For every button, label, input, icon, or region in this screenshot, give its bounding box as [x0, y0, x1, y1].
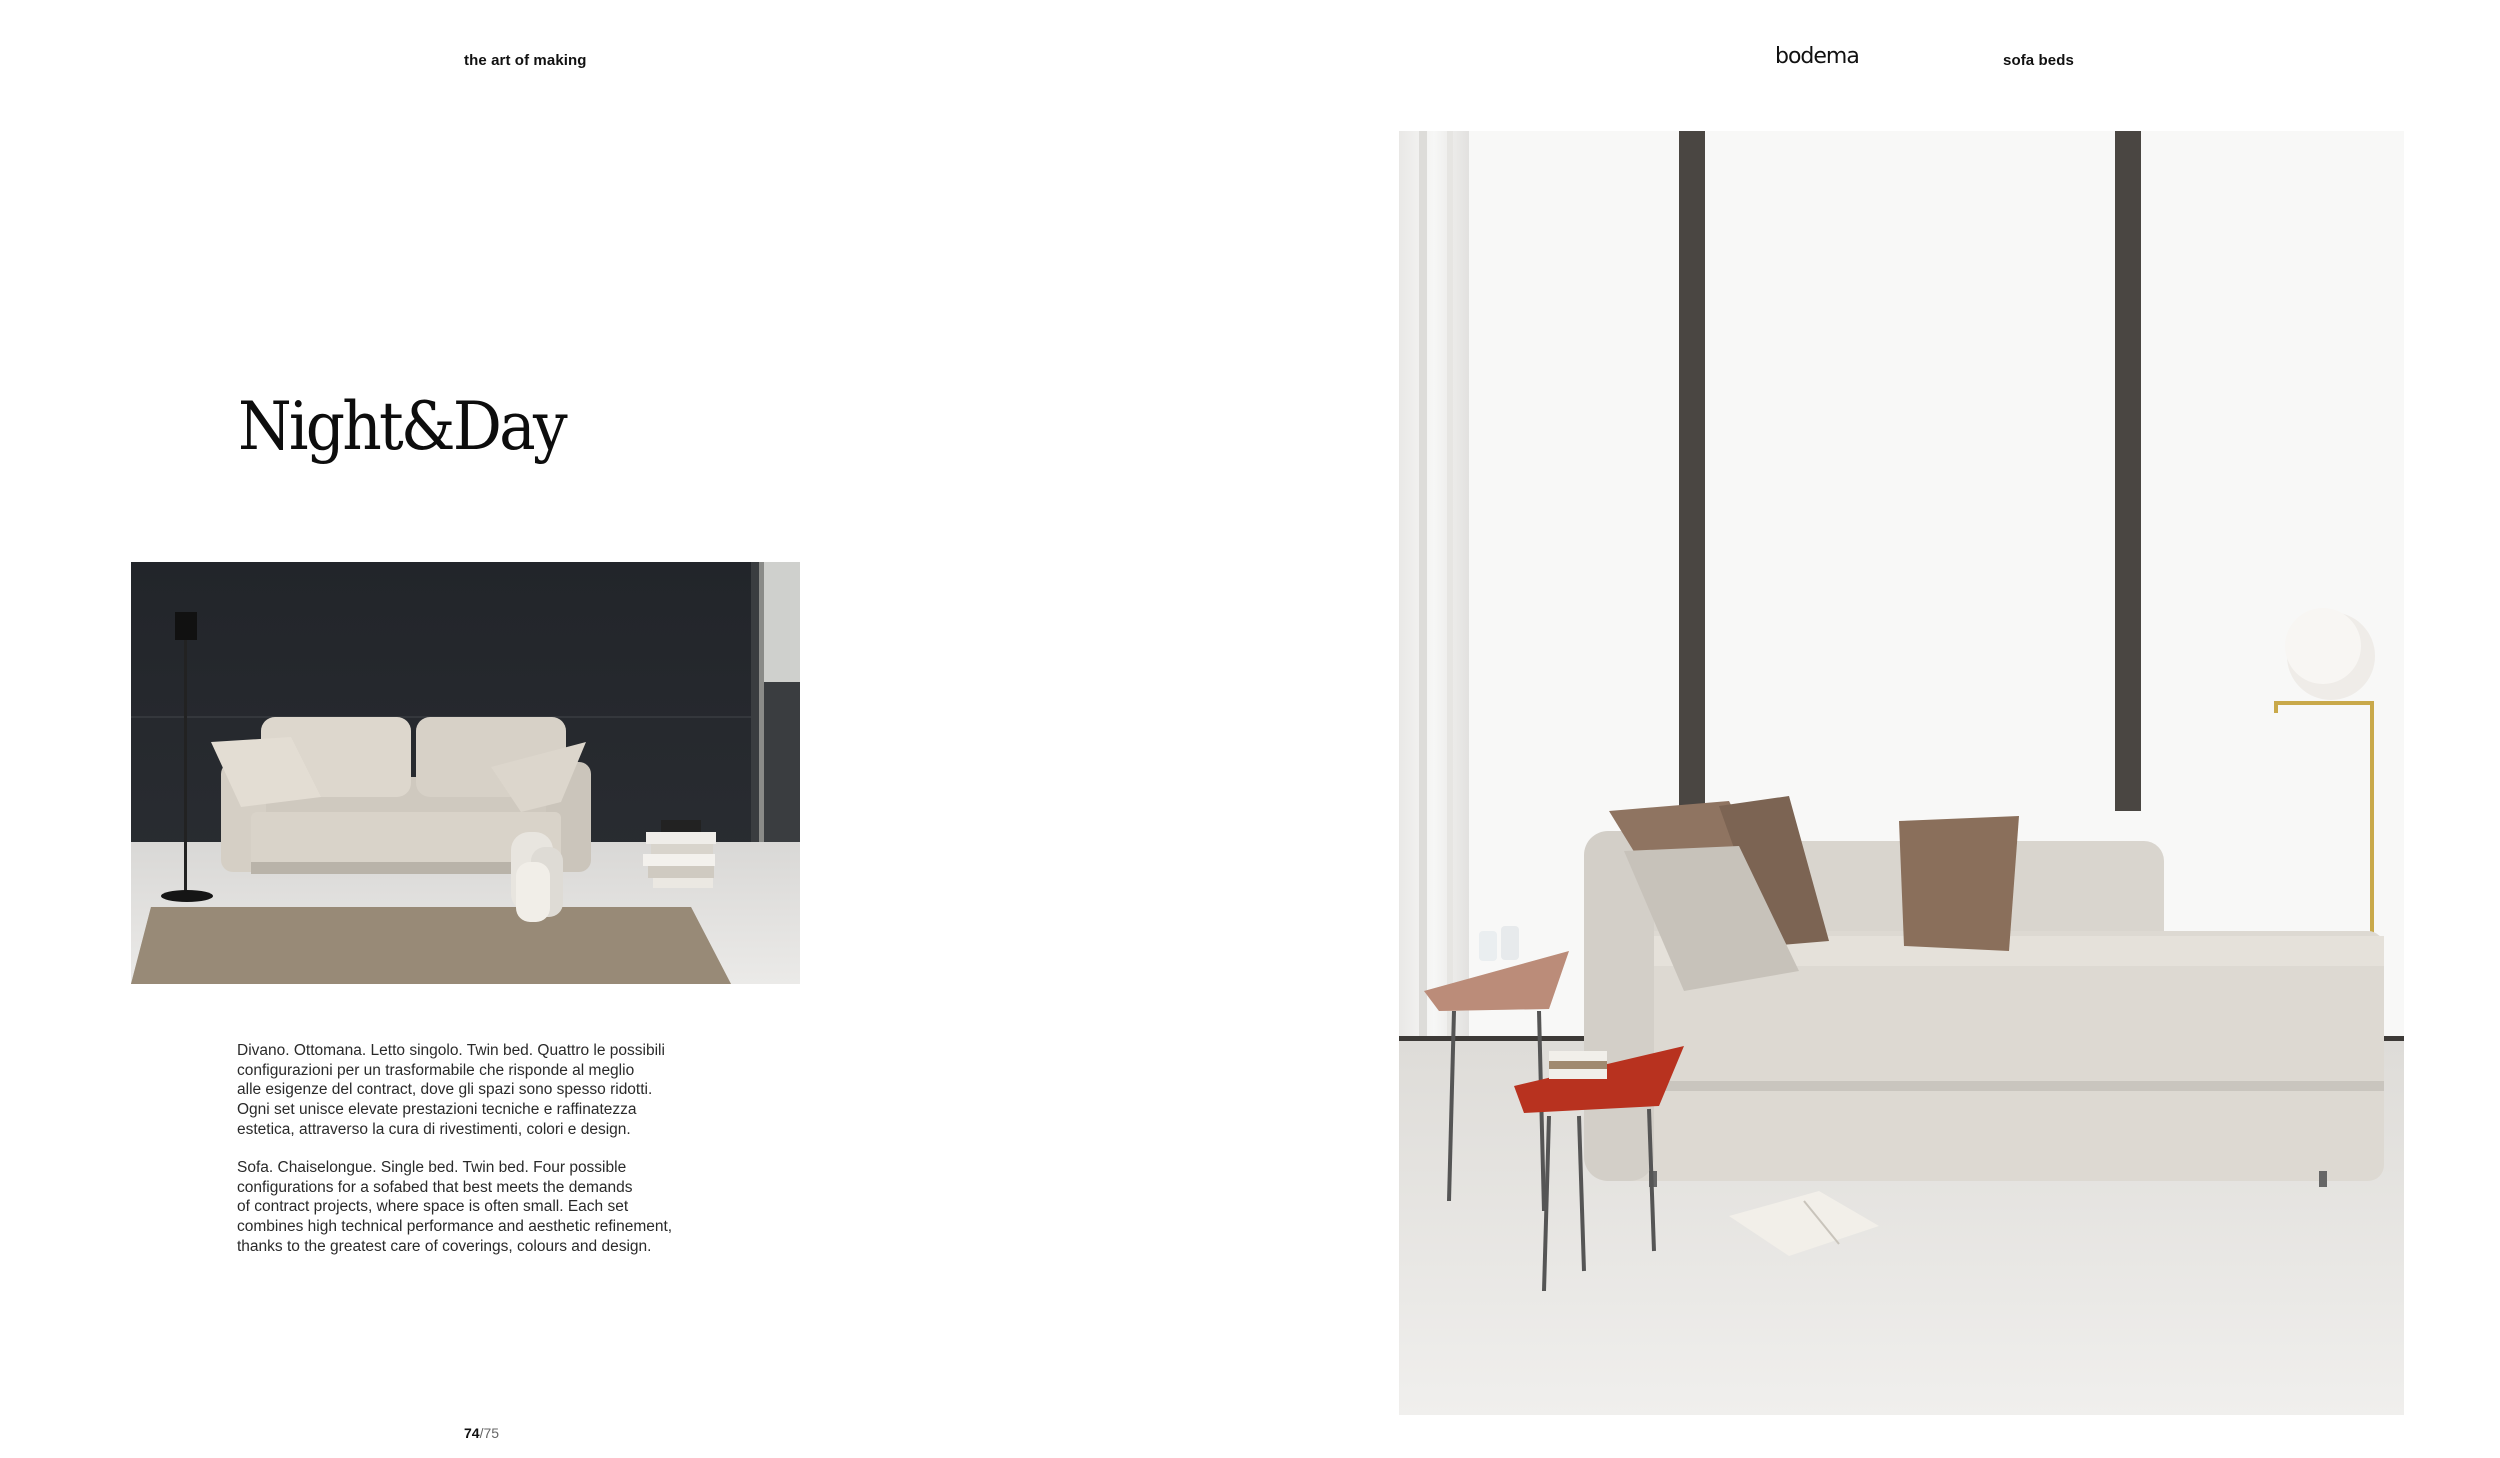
english-line: combines high technical performance and aesthetic refinement,: [237, 1218, 673, 1236]
italian-line: configurazioni per un trasformabile che risponde al meglio: [237, 1061, 635, 1079]
english-line: configurations for a sofabed that best meets the demands: [237, 1178, 633, 1196]
italian-line: estetica, attraverso la cura di rivestimenti, colori e design.: [237, 1120, 631, 1138]
italian-line: Divano. Ottomana. Letto singolo. Twin bed. Quattro le possibili: [237, 1042, 665, 1059]
description-italian: [237, 1041, 707, 1140]
italian-line: alle esigenze del contract, dove gli spazi sono spesso ridotti.: [237, 1081, 653, 1099]
total-pages: /75: [479, 1425, 500, 1441]
header-section-label: sofa beds: [2003, 52, 2074, 69]
english-line: of contract projects, where space is often small. Each set: [237, 1198, 629, 1216]
sofa-dark-room-photo: [131, 562, 800, 984]
product-title: Night&Day: [238, 388, 565, 465]
english-line: Sofa. Chaiselongue. Single bed. Twin bed. Four possible: [237, 1159, 627, 1176]
italian-line: Ogni set unisce elevate prestazioni tecniche e raffinatezza: [237, 1101, 637, 1119]
description-english: [237, 1158, 707, 1257]
header-left-label: the art of making: [464, 52, 587, 69]
brand-logo: bodema: [1775, 44, 1859, 69]
page-number: [464, 1425, 499, 1441]
chaiselongue-bright-room-photo: [1399, 131, 2404, 1415]
current-page: 74: [464, 1425, 480, 1441]
english-line: thanks to the greatest care of coverings, colours and design.: [237, 1237, 652, 1255]
